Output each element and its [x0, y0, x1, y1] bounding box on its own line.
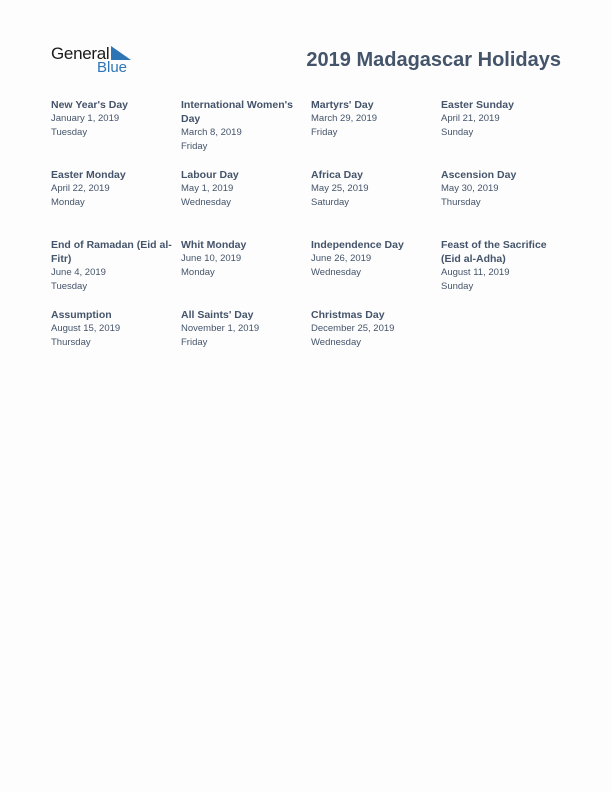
holiday-weekday: Tuesday — [51, 127, 88, 138]
holiday-item — [181, 308, 311, 378]
holiday-date: June 26, 2019 — [311, 253, 372, 264]
holiday-date: December 25, 2019 — [311, 323, 395, 334]
holiday-name: Whit Monday — [181, 239, 247, 251]
holiday-item — [51, 238, 181, 308]
holiday-name: Christmas Day — [311, 309, 385, 321]
holiday-item — [181, 238, 311, 308]
holiday-name: Easter Sunday — [441, 99, 514, 111]
holiday-item — [311, 98, 441, 168]
logo-general-text: General — [51, 44, 110, 63]
holiday-weekday: Monday — [181, 267, 215, 278]
holiday-weekday: Thursday — [51, 337, 91, 348]
holiday-name: All Saints' Day — [181, 309, 254, 321]
holiday-date: May 1, 2019 — [181, 183, 234, 194]
holiday-weekday: Tuesday — [51, 281, 88, 292]
holiday-name: Africa Day — [311, 169, 363, 181]
holiday-weekday: Sunday — [441, 281, 474, 292]
holiday-date: April 22, 2019 — [51, 183, 110, 194]
holiday-date: March 8, 2019 — [181, 127, 242, 138]
holiday-name: International Women's Day — [181, 99, 293, 125]
holiday-weekday: Wednesday — [311, 267, 361, 278]
page-title: 2019 Madagascar Holidays — [306, 49, 561, 71]
holiday-date: August 11, 2019 — [441, 267, 510, 278]
holiday-date: November 1, 2019 — [181, 323, 260, 334]
holiday-date: June 4, 2019 — [51, 267, 106, 278]
holiday-date: April 21, 2019 — [441, 113, 500, 124]
holiday-weekday: Friday — [311, 127, 338, 138]
holiday-item — [311, 308, 441, 378]
holiday-name: Labour Day — [181, 169, 239, 181]
holiday-name: Easter Monday — [51, 169, 126, 181]
holiday-item — [311, 238, 441, 308]
holiday-name: Feast of the Sacrifice (Eid al-Adha) — [441, 239, 547, 265]
holiday-weekday: Friday — [181, 141, 208, 152]
holiday-name: New Year's Day — [51, 99, 129, 111]
holiday-weekday: Wednesday — [181, 197, 231, 208]
holiday-item — [441, 238, 571, 308]
holiday-date: June 10, 2019 — [181, 253, 242, 264]
holiday-weekday: Wednesday — [311, 337, 361, 348]
holiday-weekday: Saturday — [311, 197, 350, 208]
holiday-date: August 15, 2019 — [51, 323, 121, 334]
holiday-name: End of Ramadan (Eid al-Fitr) — [51, 239, 172, 265]
holiday-name: Independence Day — [311, 239, 404, 251]
holiday-item — [441, 98, 571, 168]
holiday-date: May 25, 2019 — [311, 183, 369, 194]
holiday-name: Ascension Day — [441, 169, 517, 181]
holiday-date: January 1, 2019 — [51, 113, 120, 124]
generalblue-logo — [51, 44, 141, 78]
logo-flag-icon — [111, 46, 131, 60]
holiday-weekday: Sunday — [441, 127, 474, 138]
holiday-name: Assumption — [51, 309, 112, 321]
holiday-item — [181, 98, 311, 168]
holiday-item — [181, 168, 311, 238]
holiday-item — [51, 168, 181, 238]
holiday-weekday: Friday — [181, 337, 208, 348]
holiday-weekday: Thursday — [441, 197, 481, 208]
holiday-item — [311, 168, 441, 238]
holiday-weekday: Monday — [51, 197, 85, 208]
holiday-item — [51, 98, 181, 168]
holiday-date: March 29, 2019 — [311, 113, 378, 124]
logo-blue-text: Blue — [97, 59, 128, 76]
holiday-name: Martyrs' Day — [311, 99, 374, 111]
holiday-date: May 30, 2019 — [441, 183, 499, 194]
holiday-item — [441, 168, 571, 238]
holiday-item — [51, 308, 181, 378]
holiday-grid — [51, 98, 571, 378]
